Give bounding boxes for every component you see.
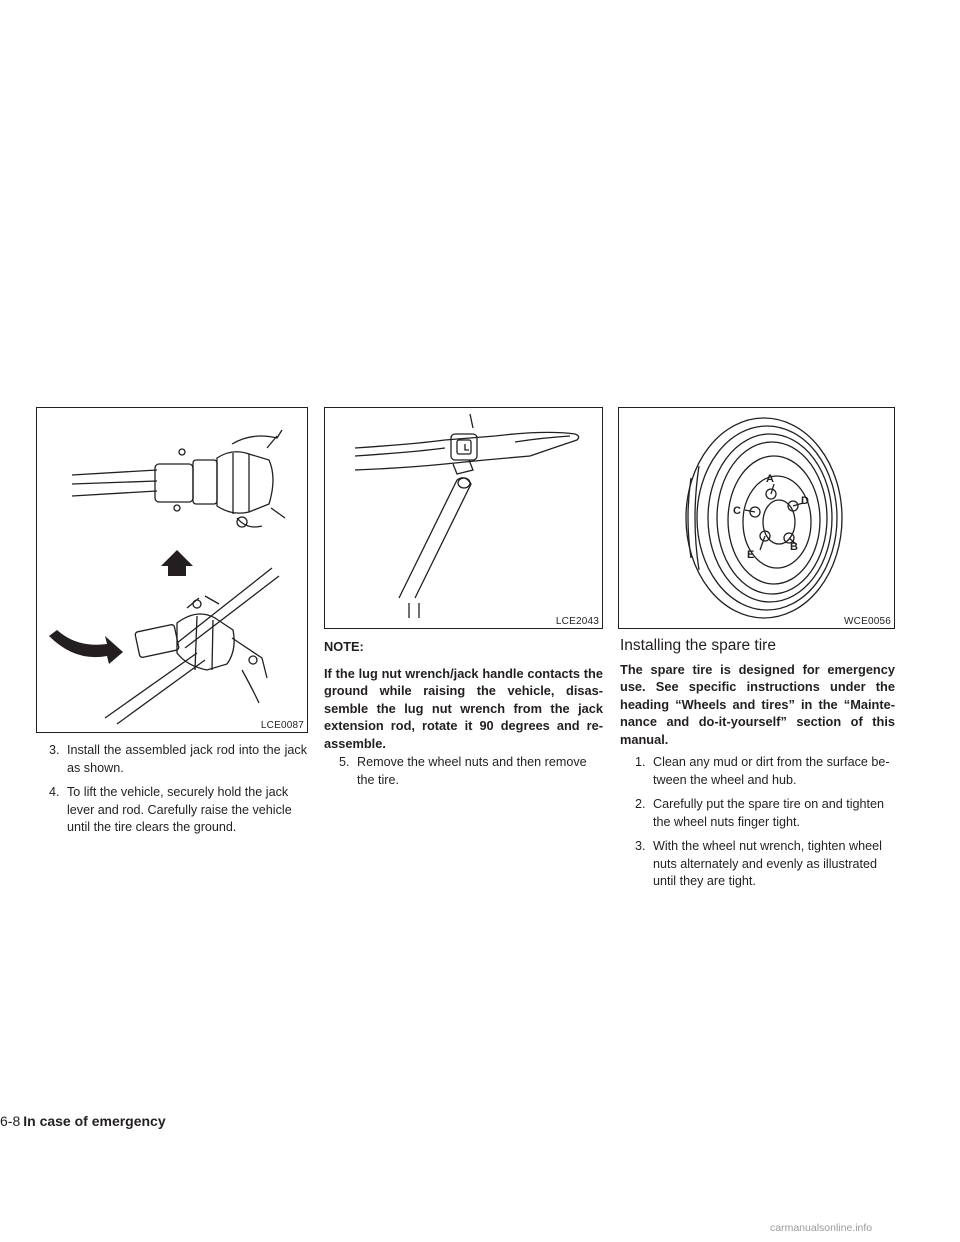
step-number: 3. [49, 743, 60, 757]
lug-wrench-illustration [325, 408, 603, 629]
list-item [49, 784, 307, 837]
spare-tire-illustration [619, 408, 895, 629]
figure-wheel-nut-order [618, 407, 895, 629]
list-item [620, 838, 895, 891]
list-item [49, 742, 307, 777]
page-footer [0, 1113, 166, 1129]
right-column [620, 637, 895, 898]
section-intro: The spare tire is designed for emergency use. See specific instructions under the heading “Wheels and tires” in the “Mainte-nance and do-it-yourself” section of this manual. [620, 661, 895, 747]
nut-label-c: C [733, 505, 741, 517]
nut-label-b: B [790, 541, 798, 553]
figure-jack-rod-assembly [36, 407, 308, 733]
figure-lug-nut-wrench [324, 407, 603, 629]
figure-code: WCE0056 [844, 616, 891, 627]
step-text: With the wheel nut wrench, tighten wheel nuts alternately and evenly as illustrated until they are tight. [653, 839, 882, 888]
step-text: Install the assembled jack rod into the jack as shown. [67, 743, 307, 775]
step-number: 4. [49, 785, 60, 799]
step-number: 2. [635, 797, 646, 811]
step-text: To lift the vehicle, securely hold the jack lever and rod. Carefully raise the vehicle until the tire clears the ground. [67, 785, 292, 834]
jack-rod-illustration [37, 408, 308, 733]
middle-column [324, 638, 603, 796]
step-text: Clean any mud or dirt from the surface be-tween the wheel and hub. [653, 755, 890, 787]
list-item [620, 796, 895, 831]
step-text: Remove the wheel nuts and then remove the tire. [357, 755, 587, 787]
step-number: 1. [635, 755, 646, 769]
note-title: NOTE: [324, 639, 364, 654]
note-body: If the lug nut wrench/jack handle contacts the ground while raising the vehicle, disas-semble the lug nut wrench from the jack extension rod, rotate it 90 degrees and re-assemble. [324, 665, 603, 751]
figure-code: LCE2043 [555, 616, 599, 627]
step-number: 5. [339, 755, 350, 769]
nut-label-d: D [801, 495, 809, 507]
list-item [620, 754, 895, 789]
nut-label-a: A [766, 473, 774, 485]
figure-code: LCE0087 [260, 720, 304, 731]
list-item [324, 754, 603, 789]
watermark: carmanualsonline.info [770, 1222, 873, 1234]
step-text: Carefully put the spare tire on and tighten the wheel nuts finger tight. [653, 797, 885, 829]
page-number: 6-8 [0, 1113, 21, 1129]
chapter-title: In case of emergency [23, 1113, 166, 1129]
section-title: Installing the spare tire [620, 637, 776, 654]
step-number: 3. [635, 839, 646, 853]
left-column [49, 742, 307, 844]
nut-label-e: E [747, 549, 755, 561]
